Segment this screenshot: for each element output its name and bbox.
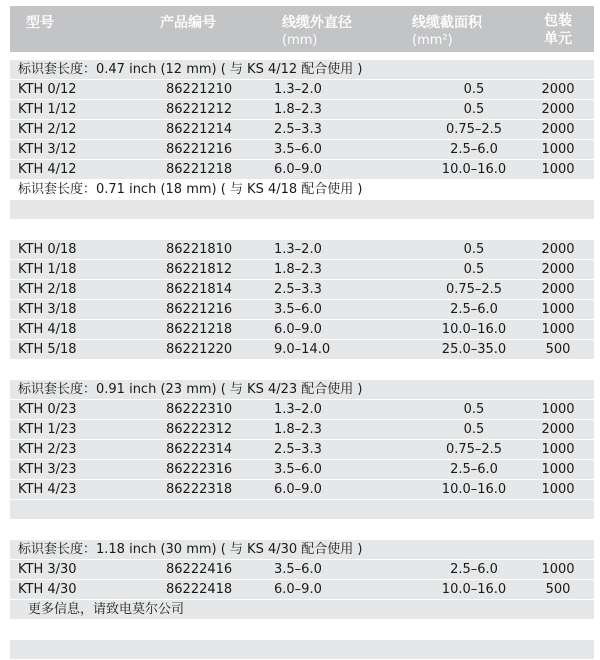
cell-unit: 2000 <box>541 122 575 137</box>
table-row <box>10 580 594 599</box>
table-row <box>10 280 594 299</box>
blank-row <box>10 360 594 379</box>
cell-area: 10.0–16.0 <box>441 322 507 337</box>
cell-model: KTH 2/18 <box>18 282 77 297</box>
cell-diameter: 1.8–2.3 <box>274 422 322 437</box>
cell-code: 86221214 <box>166 122 233 137</box>
cell-area: 0.5 <box>463 422 485 437</box>
section-header <box>10 540 594 559</box>
cell-model: KTH 0/18 <box>18 242 77 257</box>
cell-diameter: 1.3–2.0 <box>274 402 322 417</box>
cell-model: KTH 4/12 <box>18 162 77 177</box>
cell-diameter: 1.3–2.0 <box>274 82 322 97</box>
section-header <box>10 380 594 399</box>
cell-area: 0.75–2.5 <box>445 122 503 137</box>
cell-diameter: 2.5–3.3 <box>274 122 322 137</box>
cell-area: 10.0–16.0 <box>441 482 507 497</box>
cell-unit: 1000 <box>541 142 575 157</box>
cell-model: KTH 0/23 <box>18 402 77 417</box>
cell-code: 86221218 <box>166 322 233 337</box>
table-row <box>10 440 594 459</box>
blank-row <box>10 220 594 239</box>
cell-area: 25.0–35.0 <box>441 342 507 357</box>
cell-code: 86221212 <box>166 102 233 117</box>
cell-code: 86222418 <box>166 582 233 597</box>
cell-model: KTH 1/12 <box>18 102 77 117</box>
header-diameter <box>282 14 352 50</box>
header-unit-line2: 单元 <box>544 31 572 47</box>
cell-area: 0.5 <box>463 242 485 257</box>
section-title: 标识套长度：0.71 inch (18 mm) ( 与 KS 4/18 配合使用 ) <box>18 182 363 197</box>
cell-diameter: 1.3–2.0 <box>274 242 322 257</box>
cell-diameter: 9.0–14.0 <box>274 342 331 357</box>
table-row <box>10 320 594 339</box>
cell-diameter: 6.0–9.0 <box>274 162 322 177</box>
cell-area: 10.0–16.0 <box>441 582 507 597</box>
cell-area: 2.5–6.0 <box>450 562 498 577</box>
section-header <box>10 180 594 199</box>
cell-unit: 1000 <box>541 462 575 477</box>
cell-model: KTH 1/18 <box>18 262 77 277</box>
cell-area: 0.75–2.5 <box>445 442 503 457</box>
table-row <box>10 80 594 99</box>
footer-note: 更多信息，请致电莫尔公司 <box>28 602 185 617</box>
cell-code: 86222318 <box>166 482 233 497</box>
cell-model: KTH 3/12 <box>18 142 77 157</box>
table-row <box>10 420 594 439</box>
cell-diameter: 2.5–3.3 <box>274 282 322 297</box>
cell-unit: 1000 <box>541 562 575 577</box>
blank-row <box>10 640 594 659</box>
cell-area: 2.5–6.0 <box>450 462 498 477</box>
cell-area: 0.5 <box>463 262 485 277</box>
cell-unit: 2000 <box>541 282 575 297</box>
header-unit <box>544 12 572 48</box>
cell-model: KTH 3/23 <box>18 462 77 477</box>
cell-diameter: 6.0–9.0 <box>274 322 322 337</box>
cell-unit: 2000 <box>541 82 575 97</box>
blank-row <box>10 500 594 519</box>
section-title: 标识套长度：1.18 inch (30 mm) ( 与 KS 4/30 配合使用 ) <box>18 542 363 557</box>
cell-code: 86222310 <box>166 402 233 417</box>
cell-diameter: 6.0–9.0 <box>274 582 322 597</box>
table-row <box>10 460 594 479</box>
cell-area: 0.75–2.5 <box>445 282 503 297</box>
table-row <box>10 300 594 319</box>
cell-area: 0.5 <box>463 402 485 417</box>
cell-area: 2.5–6.0 <box>450 142 498 157</box>
cell-diameter: 1.8–2.3 <box>274 262 322 277</box>
cell-unit: 1000 <box>541 482 575 497</box>
cell-code: 86221814 <box>166 282 233 297</box>
table-row <box>10 560 594 579</box>
table-body <box>10 60 594 660</box>
cell-unit: 2000 <box>541 422 575 437</box>
cell-code: 86222314 <box>166 442 233 457</box>
cell-unit: 1000 <box>541 442 575 457</box>
header-model: 型号 <box>26 15 54 31</box>
header-area <box>412 14 482 50</box>
table-header <box>10 6 594 52</box>
table-row <box>10 240 594 259</box>
cell-diameter: 3.5–6.0 <box>274 462 322 477</box>
header-diameter-unit: (mm) <box>282 33 318 48</box>
cell-code: 86221810 <box>166 242 233 257</box>
cell-model: KTH 0/12 <box>18 82 77 97</box>
cell-model: KTH 3/18 <box>18 302 77 317</box>
cell-model: KTH 4/18 <box>18 322 77 337</box>
table-row <box>10 400 594 419</box>
table-row <box>10 100 594 119</box>
cell-unit: 500 <box>545 342 571 357</box>
section-title: 标识套长度：0.47 inch (12 mm) ( 与 KS 4/12 配合使用 ) <box>18 62 363 77</box>
cell-model: KTH 1/23 <box>18 422 77 437</box>
header-area-label: 线缆截面积 <box>412 15 482 31</box>
cell-model: KTH 2/12 <box>18 122 77 137</box>
cell-unit: 2000 <box>541 102 575 117</box>
header-unit-line1: 包装 <box>544 13 572 29</box>
cell-area: 2.5–6.0 <box>450 302 498 317</box>
cell-unit: 2000 <box>541 242 575 257</box>
blank-row <box>10 620 594 639</box>
table-row <box>10 480 594 499</box>
cell-unit: 2000 <box>541 262 575 277</box>
section-title: 标识套长度：0.91 inch (23 mm) ( 与 KS 4/23 配合使用 ) <box>18 382 363 397</box>
blank-row <box>10 200 594 219</box>
cell-area: 0.5 <box>463 102 485 117</box>
table-row <box>10 160 594 179</box>
table-row <box>10 140 594 159</box>
cell-model: KTH 4/30 <box>18 582 77 597</box>
cell-unit: 1000 <box>541 402 575 417</box>
cell-area: 10.0–16.0 <box>441 162 507 177</box>
section-header <box>10 60 594 79</box>
cell-unit: 1000 <box>541 162 575 177</box>
cell-diameter: 1.8–2.3 <box>274 102 322 117</box>
cell-code: 86221812 <box>166 262 233 277</box>
cell-diameter: 3.5–6.0 <box>274 302 322 317</box>
cell-model: KTH 2/23 <box>18 442 77 457</box>
header-area-unit: (mm²) <box>412 33 453 48</box>
cell-code: 86221220 <box>166 342 233 357</box>
cell-unit: 1000 <box>541 302 575 317</box>
cell-unit: 500 <box>545 582 571 597</box>
cell-unit: 1000 <box>541 322 575 337</box>
cell-code: 86222312 <box>166 422 233 437</box>
cell-diameter: 2.5–3.3 <box>274 442 322 457</box>
cell-model: KTH 3/30 <box>18 562 77 577</box>
table-row <box>10 120 594 139</box>
cell-model: KTH 4/23 <box>18 482 77 497</box>
cell-code: 86222416 <box>166 562 233 577</box>
cell-diameter: 6.0–9.0 <box>274 482 322 497</box>
cell-code: 86221210 <box>166 82 233 97</box>
cell-code: 86221216 <box>166 302 233 317</box>
cell-diameter: 3.5–6.0 <box>274 562 322 577</box>
header-code: 产品编号 <box>160 15 216 31</box>
table-row <box>10 340 594 359</box>
cell-code: 86222316 <box>166 462 233 477</box>
header-diameter-label: 线缆外直径 <box>282 15 352 31</box>
cell-code: 86221216 <box>166 142 233 157</box>
table-row <box>10 260 594 279</box>
cell-area: 0.5 <box>463 82 485 97</box>
cell-code: 86221218 <box>166 162 233 177</box>
blank-row <box>10 520 594 539</box>
cell-diameter: 3.5–6.0 <box>274 142 322 157</box>
cell-model: KTH 5/18 <box>18 342 77 357</box>
footer-row <box>10 600 594 619</box>
